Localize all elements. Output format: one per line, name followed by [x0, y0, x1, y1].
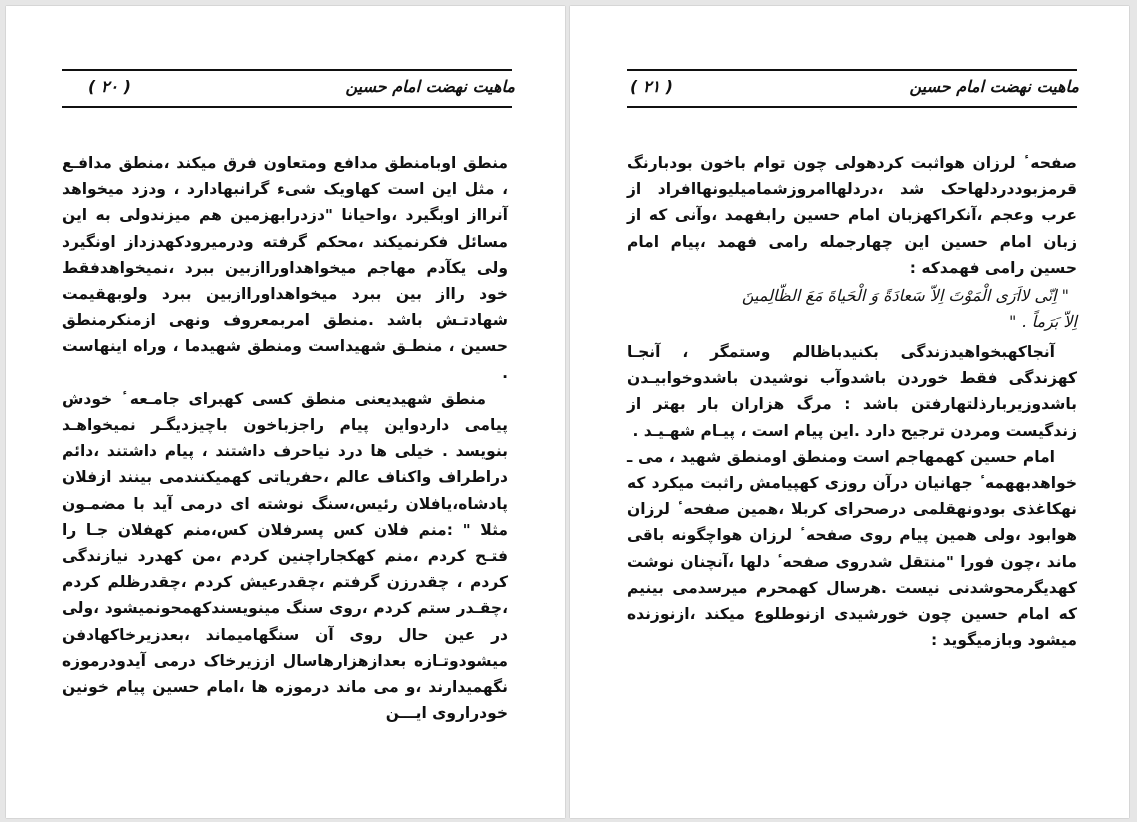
quote-line: " اِنّی لااَرَی الْمَوْتَ اِلاّ سَعادَةً وَ الْحَیاةَ مَعَ الظّالِمینَ: [741, 286, 1069, 306]
page-header-title: ماهیت نهضت امام حسین: [345, 77, 515, 96]
page-number: ( ۲۱ ): [630, 77, 673, 96]
header-bottom-rule: [62, 106, 512, 108]
page-number: ( ۲۰ ): [88, 77, 131, 96]
body-text: [627, 150, 1077, 653]
right-page: [570, 6, 1129, 818]
paragraph: منطق شهیدیعنی منطق کسی کهبرای جامـعه ٔ خودش پیامی داردواین پیام راجزباخون باچیزدیگـر نمیخواهـد بنویسد . خیلی ها درد نیاحرف داشتند ، پیام داشتند ،دائم دراطراف واکناف عالم ،حفریاتی کهمیکنندمی بینند ازفلان پادشاه،یافلان رئیس،سنگ نوشته ای درمی آید با مضمـون مثلا " :منم فلان کس پسرفلان کس،منم کهفلان جـا را فتـح کردم ،منم کهکجاراچنین کردم ،من کهدرد نیازندگی کردم ، چقدرزن گرفتم ،چقدرعیش کردم ،چقدرظلم کردم ،چقـدر ستم کردم ،روی سنگ مینویسندکهمحونمیشود ،ولی در عین حال روی آن سنگهامیماند ،بعدزیرخاکهادفن میشودوتـازه بعدازهزارهاسال اززیرخاک درمی آیدودرموزه نگهمیدارند ،و می ماند درموزه ها ،امام حسین پیام خونین خودراروی ایـــن: [62, 389, 508, 723]
paragraph: امام حسین کهمهاجم است ومنطق اومنطق شهید ، می ـ خواهدبههمه ٔ جهانیان درآن روزی کهپیامش راثبت میکرد که نهکاغذی بودونهقلمی درصحرای کربلا ،همین صفحه ٔ لرزان هوابود ،ولی همین پیام روی صفحه ٔ لرزان هواچگونه باقی ماند ،چون فورا "منتقل شدروی صفحه ٔ دلها ،آنچنان نوشت کهدیگرمحوشدنی نیست .هرسال کهمحرم میرسدمی بینیم که امام حسین چون خورشیدی ازنوطلوع میکند ،ازنوزنده میشود وبازمیگوید :: [627, 447, 1077, 650]
body-text: [62, 150, 508, 726]
page-header-title: ماهیت نهضت امام حسین: [909, 77, 1079, 96]
paragraph: صفحه ٔ لرزان هواثبت کردهولی چون توام باخون بودبارنگ قرمزبوددردلهاحک شد ،دردلهاامروزشمامیلیونهاافراد از عرب وعجم ،آنکراکهزبان امام حسین رابفهمد ،وآنی که از زبان امام حسین این چهارجمله رامی فهمد ،پیام امام حسین رامی فهمدکه :: [627, 154, 1077, 277]
quote-line: اِلاّ بَرَماً . ": [1009, 312, 1077, 332]
left-page: [6, 6, 565, 818]
header-top-rule: [62, 69, 512, 71]
arabic-quote: [627, 283, 1077, 335]
paragraph: آنجاکهبخواهیدزندگی بکنیدباظالم وستمگر ، آنجـا کهزندگی فقط خوردن باشدوآب نوشیدن باشدوخوابیـدن باشدوزیربارذلتهارفتن باشد : مرگ هزاران بار بهتر از زندگیست ومردن ترجیح دارد .این پیام است ، پیـام شهـیـد .: [627, 343, 1077, 440]
paragraph: منطق اوبامنطق مدافع ومتعاون فرق میکند ،منطق مدافـع ، مثل این است کهاویک شیء گرانبهادارد ، ودزد میخواهد آنرااز اوبگیرد ،واحیانا "دزدرابهزمین هم میزندولی به این مسائل فکرنمیکند ،محکم گرفته ودرمیرودکهدزداز اونگیرد ولی یکآدم مهاجم میخواهداوراازبین ببرد ،نمیخواهدفقط خود رااز بین ببرد میخواهداوراازبین ببرد ولوبهقیمت شهادتـش باشد .منطق امربمعروف ونهی ازمنکرمنطق حسین ، منطـق شهیداست ومنطق شهیدما ، وراه اینهاست .: [62, 154, 508, 382]
header-top-rule: [627, 69, 1077, 71]
header-bottom-rule: [627, 106, 1077, 108]
